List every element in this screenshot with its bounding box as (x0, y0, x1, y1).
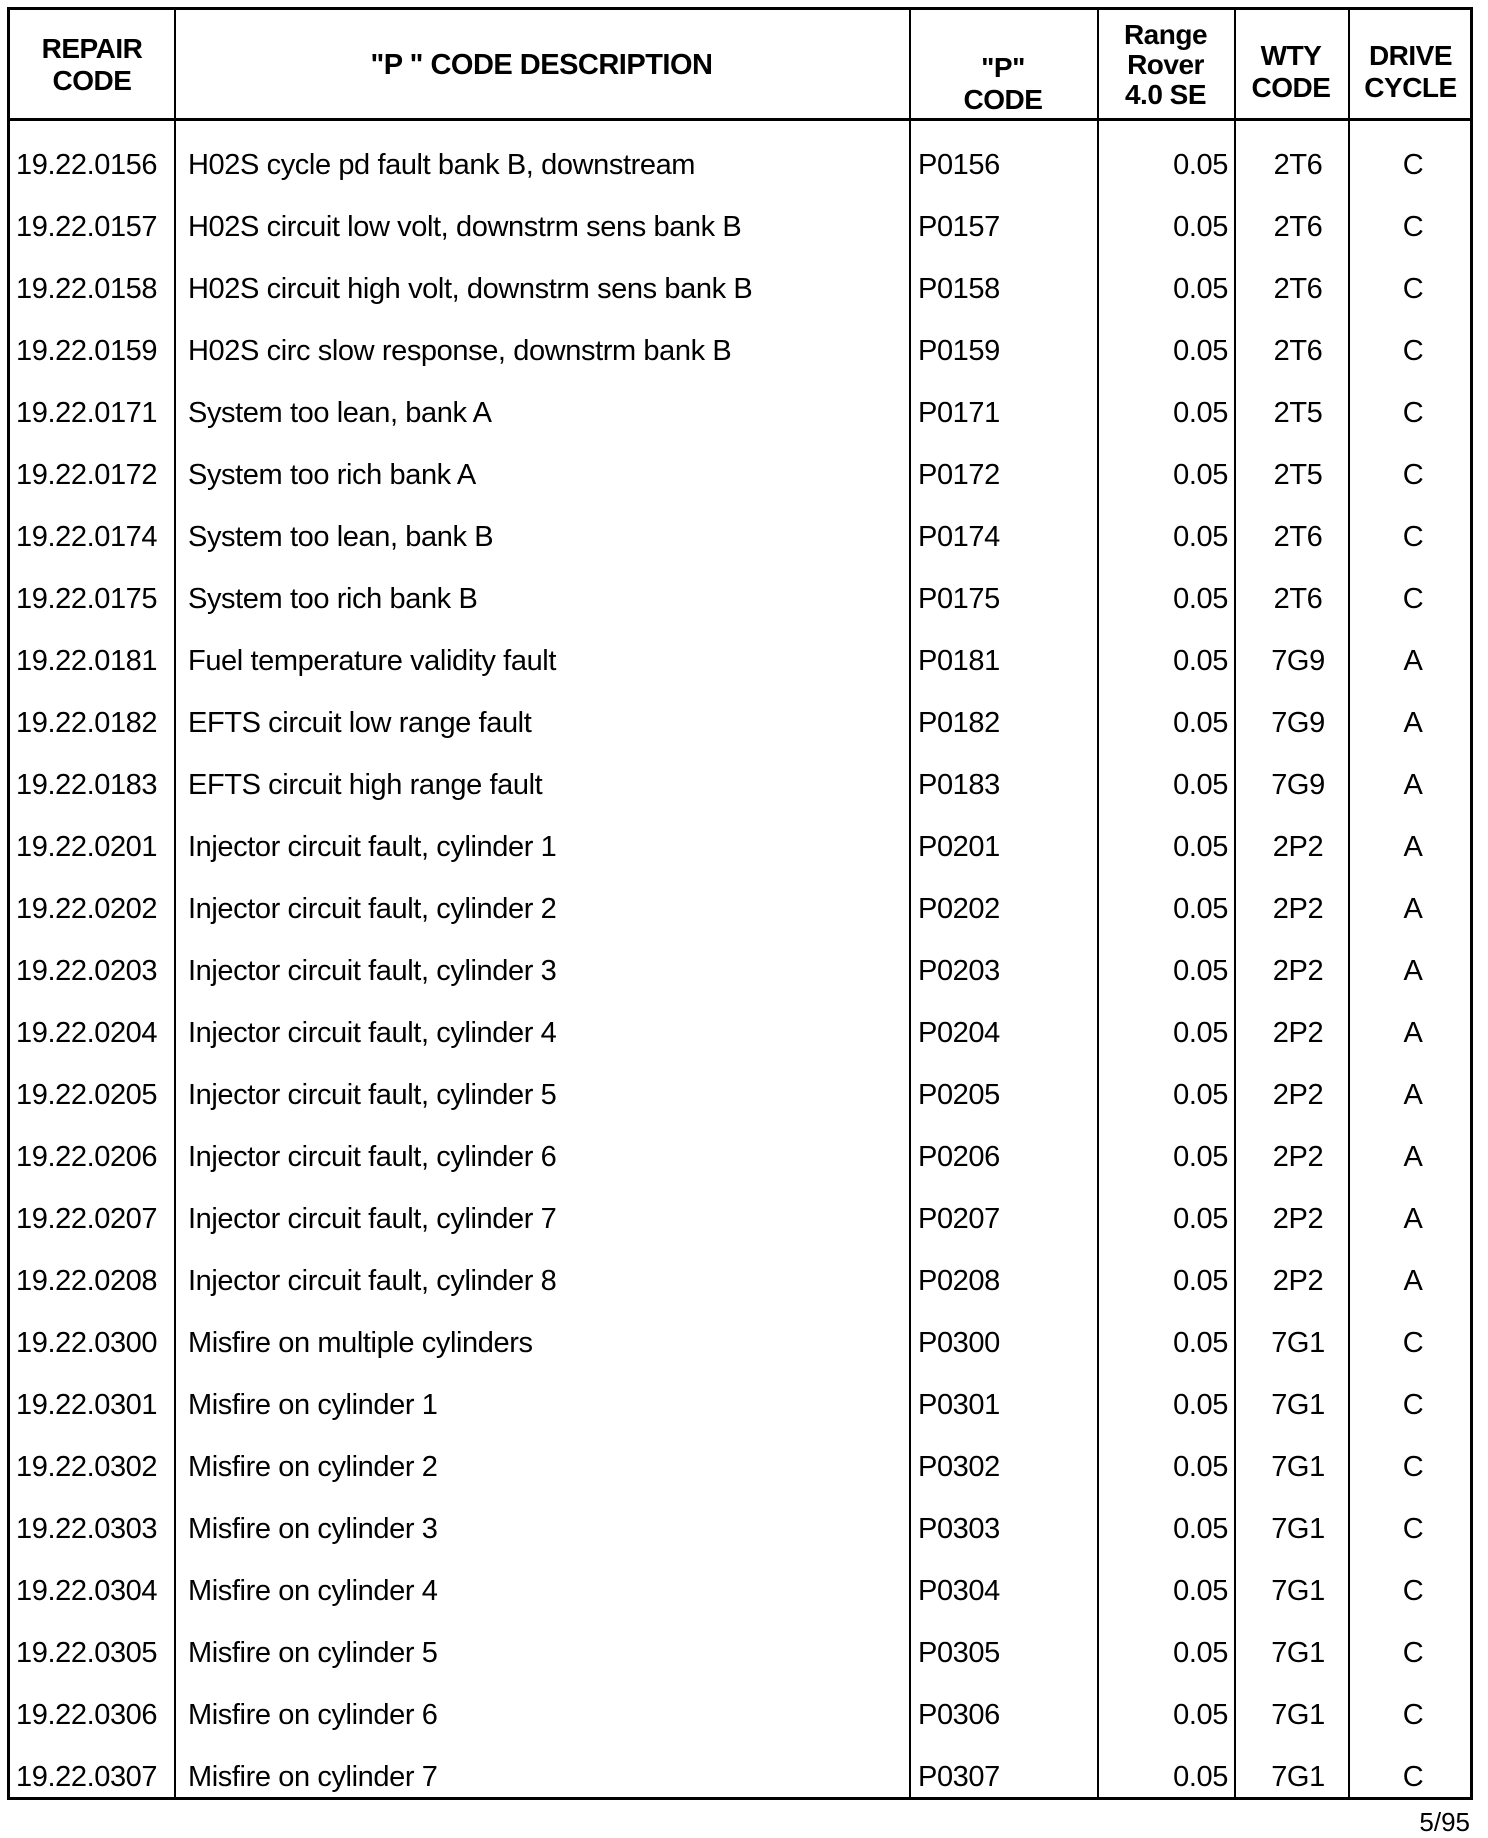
p-code-cell: P0204 (918, 1017, 1000, 1049)
description-cell: Injector circuit fault, cylinder 4 (188, 1017, 557, 1049)
range-rover-value-cell: 0.05 (1173, 1389, 1228, 1421)
range-rover-value-cell: 0.05 (1173, 1637, 1228, 1669)
repair-code-cell: 19.22.0157 (16, 211, 158, 243)
drive-cycle-cell: A (1403, 1079, 1423, 1111)
range-rover-value-cell: 0.05 (1173, 1141, 1228, 1173)
drive-cycle-cell: C (1402, 1513, 1424, 1545)
drive-cycle-cell: C (1402, 335, 1424, 367)
description-cell: Misfire on cylinder 6 (188, 1699, 438, 1731)
description-cell: Misfire on cylinder 2 (188, 1451, 438, 1483)
table-row (10, 692, 1470, 754)
drive-cycle-cell: C (1402, 459, 1424, 491)
wty-code-cell: 2P2 (1272, 1079, 1324, 1111)
description-cell: Misfire on cylinder 4 (188, 1575, 438, 1607)
table-row (10, 1746, 1470, 1808)
p-code-cell: P0183 (918, 769, 1000, 801)
drive-cycle-cell: C (1402, 397, 1424, 429)
description-cell: Injector circuit fault, cylinder 8 (188, 1265, 557, 1297)
p-code-cell: P0302 (918, 1451, 1000, 1483)
range-rover-value-cell: 0.05 (1173, 707, 1228, 739)
wty-code-cell: 7G1 (1271, 1389, 1325, 1421)
repair-code-cell: 19.22.0300 (16, 1327, 158, 1359)
range-rover-value-cell: 0.05 (1173, 583, 1228, 615)
description-cell: Injector circuit fault, cylinder 7 (188, 1203, 557, 1235)
description-cell: H02S circuit low volt, downstrm sens bank B (188, 211, 742, 243)
wty-code-cell: 2T6 (1273, 273, 1323, 305)
drive-cycle-cell: C (1402, 149, 1424, 181)
drive-cycle-cell: C (1402, 1575, 1424, 1607)
p-code-cell: P0172 (918, 459, 1000, 491)
drive-cycle-cell: C (1402, 1451, 1424, 1483)
table-row (10, 1560, 1470, 1622)
range-rover-value-cell: 0.05 (1173, 769, 1228, 801)
description-cell: EFTS circuit low range fault (188, 707, 532, 739)
repair-code-cell: 19.22.0203 (16, 955, 158, 987)
table-row (10, 568, 1470, 630)
repair-code-cell: 19.22.0158 (16, 273, 158, 305)
drive-cycle-cell: A (1403, 1141, 1423, 1173)
p-code-cell: P0174 (918, 521, 1000, 553)
repair-code-cell: 19.22.0182 (16, 707, 158, 739)
drive-cycle-cell: A (1403, 645, 1423, 677)
repair-code-cell: 19.22.0201 (16, 831, 158, 863)
wty-code-cell: 7G9 (1271, 707, 1325, 739)
description-cell: H02S circ slow response, downstrm bank B (188, 335, 732, 367)
table-row (10, 1188, 1470, 1250)
wty-code-cell: 7G1 (1271, 1451, 1325, 1483)
table-row (10, 754, 1470, 816)
wty-code-cell: 2T6 (1273, 149, 1323, 181)
header-p-code: "P" CODE (963, 52, 1043, 115)
drive-cycle-cell: C (1402, 1327, 1424, 1359)
p-code-cell: P0159 (918, 335, 1000, 367)
range-rover-value-cell: 0.05 (1173, 1699, 1228, 1731)
repair-code-cell: 19.22.0204 (16, 1017, 158, 1049)
repair-code-cell: 19.22.0183 (16, 769, 158, 801)
range-rover-value-cell: 0.05 (1173, 397, 1228, 429)
table-row (10, 1436, 1470, 1498)
description-cell: Misfire on multiple cylinders (188, 1327, 533, 1359)
header-range-rover: Range Rover 4.0 SE (1123, 19, 1208, 110)
table-row (10, 630, 1470, 692)
drive-cycle-cell: C (1402, 1389, 1424, 1421)
description-cell: Fuel temperature validity fault (188, 645, 556, 677)
repair-code-cell: 19.22.0307 (16, 1761, 158, 1793)
drive-cycle-cell: C (1402, 273, 1424, 305)
p-code-cell: P0307 (918, 1761, 1000, 1793)
wty-code-cell: 2P2 (1272, 1141, 1324, 1173)
range-rover-value-cell: 0.05 (1173, 149, 1228, 181)
range-rover-value-cell: 0.05 (1173, 955, 1228, 987)
repair-code-cell: 19.22.0206 (16, 1141, 158, 1173)
description-cell: System too lean, bank A (188, 397, 492, 429)
table-row (10, 506, 1470, 568)
p-code-cell: P0201 (918, 831, 1000, 863)
table-row (10, 1250, 1470, 1312)
header-drive-cycle: DRIVE CYCLE (1364, 40, 1457, 103)
table-row (10, 1002, 1470, 1064)
wty-code-cell: 7G1 (1271, 1327, 1325, 1359)
description-cell: Injector circuit fault, cylinder 5 (188, 1079, 557, 1111)
wty-code-cell: 2P2 (1272, 955, 1324, 987)
range-rover-value-cell: 0.05 (1173, 1017, 1228, 1049)
repair-code-cell: 19.22.0207 (16, 1203, 158, 1235)
range-rover-value-cell: 0.05 (1173, 1513, 1228, 1545)
range-rover-value-cell: 0.05 (1173, 335, 1228, 367)
range-rover-value-cell: 0.05 (1173, 521, 1228, 553)
header-code-description: "P " CODE DESCRIPTION (370, 49, 713, 81)
range-rover-value-cell: 0.05 (1173, 1761, 1228, 1793)
description-cell: EFTS circuit high range fault (188, 769, 543, 801)
range-rover-value-cell: 0.05 (1173, 459, 1228, 491)
table-row (10, 258, 1470, 320)
repair-code-cell: 19.22.0305 (16, 1637, 158, 1669)
wty-code-cell: 7G1 (1271, 1513, 1325, 1545)
wty-code-cell: 7G9 (1271, 769, 1325, 801)
wty-code-cell: 2T6 (1273, 335, 1323, 367)
table-row (10, 1064, 1470, 1126)
table-row (10, 1684, 1470, 1746)
wty-code-cell: 7G1 (1271, 1575, 1325, 1607)
repair-code-cell: 19.22.0304 (16, 1575, 158, 1607)
range-rover-value-cell: 0.05 (1173, 211, 1228, 243)
repair-code-table (7, 7, 1473, 1800)
drive-cycle-cell: C (1402, 1761, 1424, 1793)
description-cell: Misfire on cylinder 1 (188, 1389, 438, 1421)
p-code-cell: P0303 (918, 1513, 1000, 1545)
wty-code-cell: 2P2 (1272, 1017, 1324, 1049)
p-code-cell: P0205 (918, 1079, 1000, 1111)
description-cell: System too rich bank B (188, 583, 478, 615)
wty-code-cell: 2P2 (1272, 1265, 1324, 1297)
drive-cycle-cell: A (1403, 1203, 1423, 1235)
p-code-cell: P0202 (918, 893, 1000, 925)
p-code-cell: P0175 (918, 583, 1000, 615)
description-cell: H02S circuit high volt, downstrm sens bank B (188, 273, 753, 305)
drive-cycle-cell: A (1403, 893, 1423, 925)
p-code-cell: P0171 (918, 397, 1000, 429)
description-cell: Misfire on cylinder 5 (188, 1637, 438, 1669)
p-code-cell: P0157 (918, 211, 1000, 243)
table-row (10, 816, 1470, 878)
repair-code-cell: 19.22.0175 (16, 583, 158, 615)
p-code-cell: P0304 (918, 1575, 1000, 1607)
description-cell: Injector circuit fault, cylinder 6 (188, 1141, 557, 1173)
range-rover-value-cell: 0.05 (1173, 1327, 1228, 1359)
range-rover-value-cell: 0.05 (1173, 893, 1228, 925)
drive-cycle-cell: C (1402, 1637, 1424, 1669)
table-row (10, 940, 1470, 1002)
repair-code-cell: 19.22.0174 (16, 521, 158, 553)
p-code-cell: P0158 (918, 273, 1000, 305)
repair-code-cell: 19.22.0303 (16, 1513, 158, 1545)
repair-code-cell: 19.22.0172 (16, 459, 158, 491)
description-cell: System too lean, bank B (188, 521, 494, 553)
table-row (10, 878, 1470, 940)
range-rover-value-cell: 0.05 (1173, 831, 1228, 863)
range-rover-value-cell: 0.05 (1173, 1203, 1228, 1235)
description-cell: Injector circuit fault, cylinder 3 (188, 955, 557, 987)
table-row (10, 382, 1470, 444)
description-cell: Misfire on cylinder 7 (188, 1761, 438, 1793)
p-code-cell: P0300 (918, 1327, 1000, 1359)
table-row (10, 444, 1470, 506)
table-row (10, 1126, 1470, 1188)
repair-code-cell: 19.22.0181 (16, 645, 158, 677)
wty-code-cell: 2P2 (1272, 831, 1324, 863)
p-code-cell: P0156 (918, 149, 1000, 181)
wty-code-cell: 7G1 (1271, 1637, 1325, 1669)
range-rover-value-cell: 0.05 (1173, 645, 1228, 677)
wty-code-cell: 7G1 (1271, 1761, 1325, 1793)
p-code-cell: P0305 (918, 1637, 1000, 1669)
drive-cycle-cell: A (1403, 831, 1423, 863)
table-row (10, 1498, 1470, 1560)
p-code-cell: P0301 (918, 1389, 1000, 1421)
range-rover-value-cell: 0.05 (1173, 1265, 1228, 1297)
repair-code-cell: 19.22.0301 (16, 1389, 158, 1421)
table-row (10, 196, 1470, 258)
repair-code-cell: 19.22.0205 (16, 1079, 158, 1111)
p-code-cell: P0206 (918, 1141, 1000, 1173)
repair-code-cell: 19.22.0202 (16, 893, 158, 925)
range-rover-value-cell: 0.05 (1173, 273, 1228, 305)
drive-cycle-cell: A (1403, 1017, 1423, 1049)
range-rover-value-cell: 0.05 (1173, 1575, 1228, 1607)
drive-cycle-cell: A (1403, 955, 1423, 987)
description-cell: Misfire on cylinder 3 (188, 1513, 438, 1545)
repair-code-cell: 19.22.0156 (16, 149, 158, 181)
description-cell: Injector circuit fault, cylinder 1 (188, 831, 557, 863)
range-rover-value-cell: 0.05 (1173, 1451, 1228, 1483)
table-row (10, 1312, 1470, 1374)
table-row (10, 1622, 1470, 1684)
repair-code-cell: 19.22.0302 (16, 1451, 158, 1483)
p-code-cell: P0182 (918, 707, 1000, 739)
drive-cycle-cell: A (1403, 1265, 1423, 1297)
drive-cycle-cell: A (1403, 707, 1423, 739)
drive-cycle-cell: A (1403, 769, 1423, 801)
p-code-cell: P0203 (918, 955, 1000, 987)
wty-code-cell: 2T5 (1273, 459, 1323, 491)
drive-cycle-cell: C (1402, 583, 1424, 615)
drive-cycle-cell: C (1402, 521, 1424, 553)
p-code-cell: P0306 (918, 1699, 1000, 1731)
description-cell: Injector circuit fault, cylinder 2 (188, 893, 557, 925)
wty-code-cell: 2T6 (1273, 211, 1323, 243)
repair-code-cell: 19.22.0306 (16, 1699, 158, 1731)
wty-code-cell: 2T6 (1273, 521, 1323, 553)
p-code-cell: P0208 (918, 1265, 1000, 1297)
wty-code-cell: 2T6 (1273, 583, 1323, 615)
wty-code-cell: 2T5 (1273, 397, 1323, 429)
table-row (10, 134, 1470, 196)
table-row (10, 320, 1470, 382)
header-repair-code: REPAIR CODE (41, 33, 143, 96)
drive-cycle-cell: C (1402, 1699, 1424, 1731)
range-rover-value-cell: 0.05 (1173, 1079, 1228, 1111)
repair-code-cell: 19.22.0159 (16, 335, 158, 367)
p-code-cell: P0181 (918, 645, 1000, 677)
description-cell: System too rich bank A (188, 459, 476, 491)
drive-cycle-cell: C (1402, 211, 1424, 243)
page-reference: 5/95 (1419, 1807, 1470, 1837)
wty-code-cell: 7G1 (1271, 1699, 1325, 1731)
repair-code-cell: 19.22.0171 (16, 397, 158, 429)
p-code-cell: P0207 (918, 1203, 1000, 1235)
repair-code-cell: 19.22.0208 (16, 1265, 158, 1297)
table-row (10, 1374, 1470, 1436)
wty-code-cell: 2P2 (1272, 893, 1324, 925)
wty-code-cell: 2P2 (1272, 1203, 1324, 1235)
wty-code-cell: 7G9 (1271, 645, 1325, 677)
header-wty-code: WTY CODE (1251, 40, 1331, 103)
description-cell: H02S cycle pd fault bank B, downstream (188, 149, 696, 181)
